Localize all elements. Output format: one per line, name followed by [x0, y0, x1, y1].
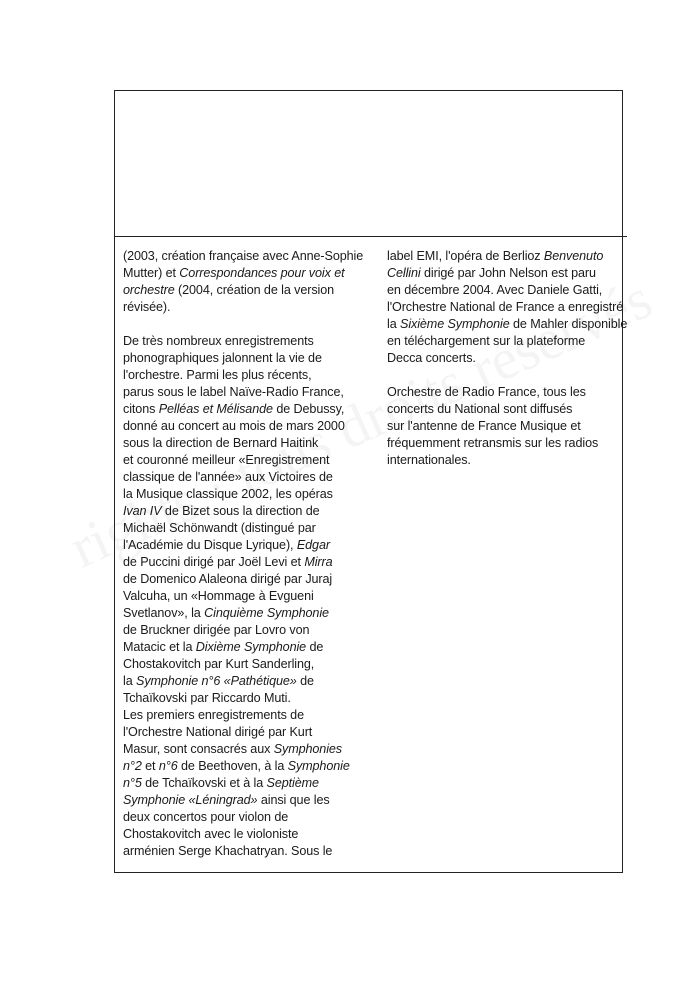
text-line [123, 690, 359, 707]
body-text: en téléchargement sur la plateforme [387, 334, 586, 348]
text-line [387, 350, 623, 367]
body-text: deux concertos pour violon de [123, 810, 289, 824]
body-text: (2003, création française avec Anne-Sophie [123, 249, 364, 263]
text-line [123, 452, 359, 469]
body-text: et [141, 759, 159, 773]
body-text: de Domenico Alaleona dirigé par Juraj [123, 572, 333, 586]
text-line [123, 707, 359, 724]
body-text: arménien Serge Khachatryan. Sous le [123, 844, 333, 858]
body-text: label EMI, l'opéra de Berlioz [387, 249, 544, 263]
body-text: Orchestre de Radio France, tous les [387, 385, 586, 399]
text-column-right [387, 248, 628, 469]
text-column-left [123, 248, 364, 860]
body-text: l'Académie du Disque Lyrique), [123, 538, 297, 552]
text-line [123, 299, 359, 316]
italic-title-text: Cinquième Symphonie [204, 606, 329, 620]
italic-title-text: orchestre [123, 283, 175, 297]
body-text: l'orchestre. Parmi les plus récents, [123, 368, 312, 382]
body-text: de Bruckner dirigée par Lovro von [123, 623, 310, 637]
paragraph-gap [387, 367, 623, 384]
body-text: et couronné meilleur «Enregistrement [123, 453, 330, 467]
text-line [123, 843, 359, 860]
text-line [387, 299, 623, 316]
paragraph-gap [123, 316, 359, 333]
body-text: de Beethoven, à la [177, 759, 288, 773]
text-line [123, 520, 359, 537]
italic-title-text: Sixième Symphonie [400, 317, 510, 331]
body-text: de Tchaïkovski et à la [141, 776, 267, 790]
italic-title-text: n°2 [123, 759, 142, 773]
body-text: la Musique classique 2002, les opéras [123, 487, 333, 501]
body-text: sur l'antenne de France Musique et [387, 419, 581, 433]
body-text: dirigé par John Nelson est paru [420, 266, 596, 280]
text-line [123, 724, 359, 741]
text-line [123, 792, 359, 809]
text-line [123, 809, 359, 826]
body-text: révisée). [123, 300, 171, 314]
text-line [123, 418, 359, 435]
body-text: Decca concerts. [387, 351, 476, 365]
italic-title-text: Symphonie «Léningrad» [123, 793, 258, 807]
body-text: l'Orchestre National dirigé par Kurt [123, 725, 313, 739]
body-text: Les premiers enregistrements de [123, 708, 304, 722]
text-line [387, 452, 623, 469]
text-line [123, 656, 359, 673]
text-line [123, 758, 359, 775]
italic-title-text: Dixième Symphonie [195, 640, 307, 654]
text-line [387, 418, 623, 435]
body-text: de Debussy, [272, 402, 345, 416]
italic-title-text: Symphonies [273, 742, 343, 756]
body-text: citons [123, 402, 159, 416]
body-text: de Puccini dirigé par Joël Levi et [123, 555, 305, 569]
body-text: sous la direction de Bernard Haitink [123, 436, 319, 450]
body-text: en décembre 2004. Avec Daniele Gatti, [387, 283, 603, 297]
text-line [123, 741, 359, 758]
italic-title-text: Ivan IV [123, 504, 162, 518]
body-text: la [123, 674, 137, 688]
text-line [123, 435, 359, 452]
italic-title-text: Pelléas et Mélisande [158, 402, 273, 416]
text-line [387, 265, 623, 282]
italic-title-text: n°6 [158, 759, 178, 773]
text-line [387, 401, 623, 418]
text-line [123, 469, 359, 486]
body-text: fréquemment retransmis sur les radios [387, 436, 599, 450]
body-text: ainsi que les [257, 793, 330, 807]
text-line [123, 673, 359, 690]
body-text: donné au concert au mois de mars 2000 [123, 419, 345, 433]
text-line [123, 486, 359, 503]
text-line [387, 333, 623, 350]
text-line [123, 265, 359, 282]
text-line [123, 350, 359, 367]
text-line [123, 367, 359, 384]
italic-title-text: n°5 [123, 776, 142, 790]
italic-title-text: Edgar [296, 538, 330, 552]
body-text: Tchaïkovski par Riccardo Muti. [123, 691, 291, 705]
text-line [123, 588, 359, 605]
text-line [123, 282, 359, 299]
text-line [123, 384, 359, 401]
text-line [123, 554, 359, 571]
italic-title-text: Septième [266, 776, 319, 790]
text-line [387, 435, 623, 452]
text-line [123, 775, 359, 792]
body-text: Svetlanov», la [123, 606, 205, 620]
italic-title-text: Correspondances pour voix et [179, 266, 345, 280]
text-line [387, 384, 623, 401]
italic-title-text: Benvenuto [543, 249, 604, 263]
text-line [123, 333, 359, 350]
text-line [123, 826, 359, 843]
body-text: de Mahler disponible [509, 317, 628, 331]
body-text: internationales. [387, 453, 471, 467]
body-text: De très nombreux enregistrements [123, 334, 314, 348]
body-text: Mutter) et [123, 266, 180, 280]
body-text: l'Orchestre National de France a enregistré [387, 300, 624, 314]
body-text: phonographiques jalonnent la vie de [123, 351, 322, 365]
body-text: (2004, création de la version [174, 283, 335, 297]
body-text: Michaël Schönwandt (distingué par [123, 521, 316, 535]
text-line [123, 622, 359, 639]
body-text: Masur, sont consacrés aux [123, 742, 274, 756]
body-text: de Bizet sous la direction de [161, 504, 320, 518]
body-text: de [296, 674, 314, 688]
text-line [123, 537, 359, 554]
text-line [123, 503, 359, 520]
text-line [387, 248, 623, 265]
text-line [387, 316, 628, 333]
text-line [387, 282, 623, 299]
body-text: Valcuha, un «Hommage à Evgueni [123, 589, 314, 603]
body-text: parus sous le label Naïve-Radio France, [123, 385, 344, 399]
italic-title-text: Cellini [387, 266, 421, 280]
body-text: concerts du National sont diffusés [387, 402, 573, 416]
body-text: la [387, 317, 401, 331]
horizontal-rule [114, 236, 627, 237]
body-text: Matacic et la [123, 640, 196, 654]
body-text: Chostakovitch avec le violoniste [123, 827, 299, 841]
text-line [123, 639, 359, 656]
text-line [123, 571, 359, 588]
text-line [123, 248, 364, 265]
italic-title-text: Mirra [304, 555, 333, 569]
body-text: classique de l'année» aux Victoires de [123, 470, 333, 484]
text-line [123, 401, 359, 418]
italic-title-text: Symphonie [287, 759, 350, 773]
body-text: de [306, 640, 324, 654]
body-text: Chostakovitch par Kurt Sanderling, [123, 657, 315, 671]
italic-title-text: Symphonie n°6 «Pathétique» [136, 674, 297, 688]
text-line [123, 605, 359, 622]
